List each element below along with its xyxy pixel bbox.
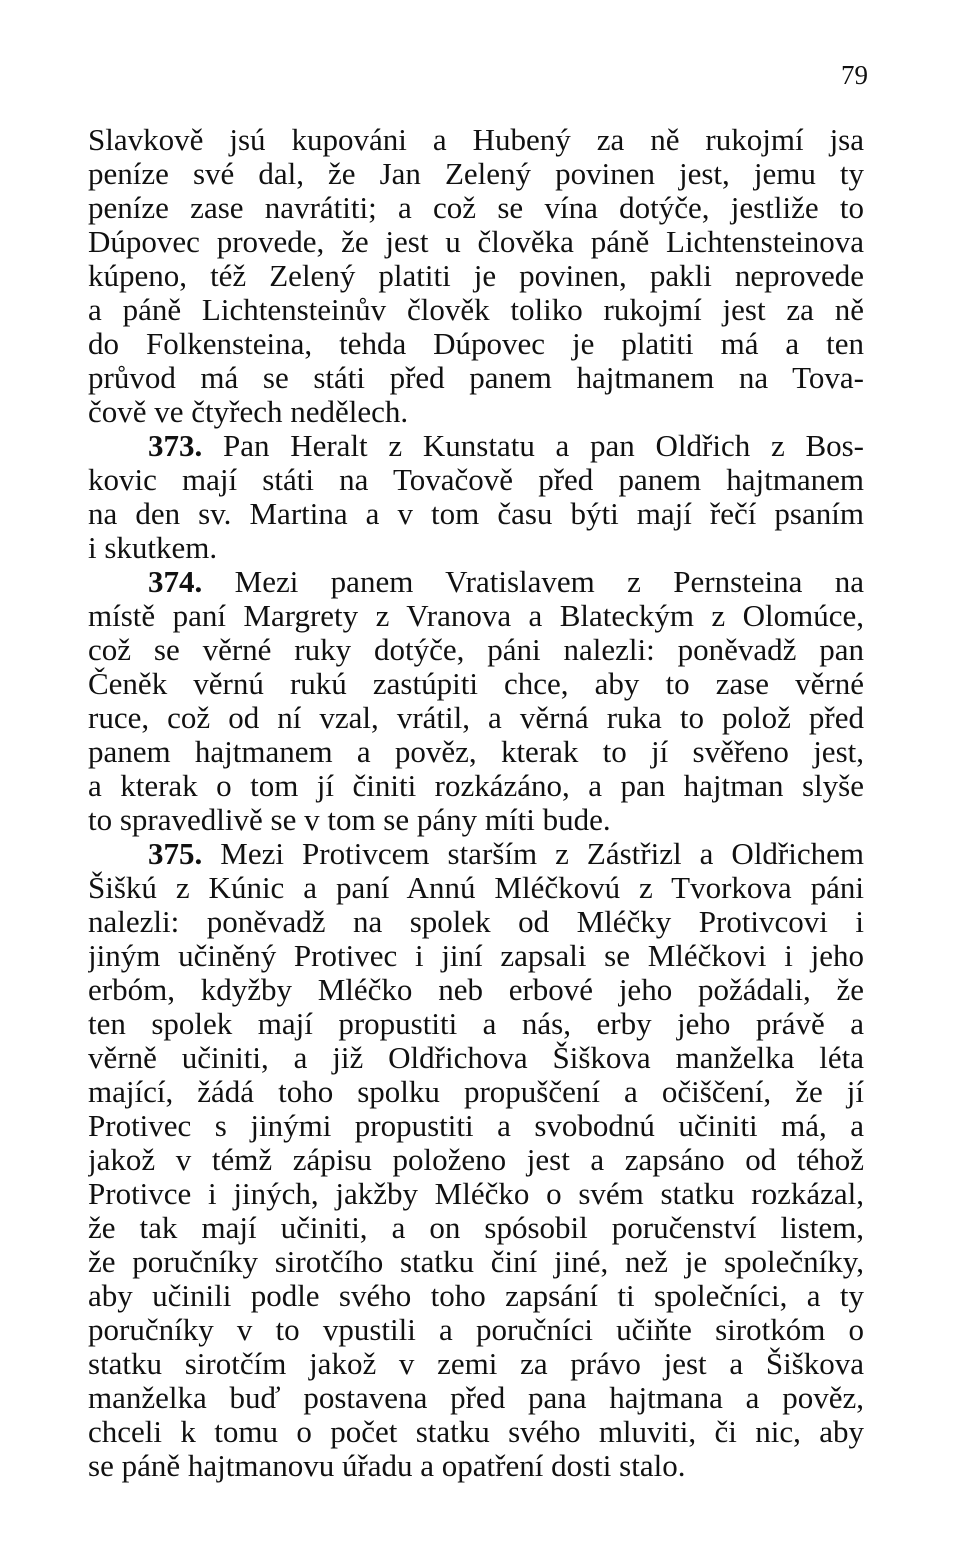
line-text: kúpeno, též Zelený platiti je povinen, pakli neprovede bbox=[88, 259, 864, 293]
line-text: průvod má se státi před panem hajtmanem na Tova- bbox=[88, 361, 864, 395]
line-text: manželka buď postavena před pana hajtmana a pověz, bbox=[88, 1381, 864, 1415]
text-line bbox=[88, 157, 864, 191]
text-line bbox=[88, 1211, 864, 1245]
line-text: poručníky v to vpustili a poručníci učiňte sirotkóm o bbox=[88, 1313, 864, 1347]
text-line bbox=[88, 1245, 864, 1279]
line-text: Dúpovec provede, že jest u člověka páně Lichtensteinova bbox=[88, 225, 864, 259]
line-text: kovic mají státi na Tovačově před panem hajtmanem bbox=[88, 463, 864, 497]
line-text: a páně Lichtensteinův člověk toliko rukojmí jest za ně bbox=[88, 293, 864, 327]
line-text: chceli k tomu o počet statku svého mluviti, či nic, aby bbox=[88, 1415, 864, 1449]
text-line bbox=[88, 123, 864, 157]
text-line bbox=[88, 1109, 864, 1143]
text-line bbox=[88, 1381, 864, 1415]
line-text: nalezli: poněvadž na spolek od Mléčky Protivcovi i bbox=[88, 905, 864, 939]
line-text: že poručníky sirotčího statku činí jiné, než je společníky, bbox=[88, 1245, 864, 1279]
text-line bbox=[88, 599, 864, 633]
paragraph-number: 374. bbox=[148, 565, 203, 599]
paragraph bbox=[88, 837, 864, 1483]
paragraph bbox=[88, 429, 864, 565]
paragraph-number: 373. bbox=[148, 429, 203, 463]
line-text: se páně hajtmanovu úřadu a opatření dosti stalo. bbox=[88, 1449, 686, 1483]
line-text: Protivce i jiných, jakžby Mléčko o svém statku rozkázal, bbox=[88, 1177, 864, 1211]
line-text: čově ve čtyřech nedělech. bbox=[88, 395, 409, 429]
line-text: věrně učiniti, a již Oldřichova Šiškova manželka léta bbox=[88, 1041, 864, 1075]
paragraph bbox=[88, 123, 864, 429]
line-text: Pan Heralt z Kunstatu a pan Oldřich z Bos- bbox=[222, 429, 864, 463]
text-line bbox=[88, 1449, 864, 1483]
text-line bbox=[88, 259, 864, 293]
line-text: což se věrné ruky dotýče, páni nalezli: poněvadž pan bbox=[88, 633, 864, 667]
text-line bbox=[88, 1415, 864, 1449]
text-line bbox=[88, 1177, 864, 1211]
line-text: do Folkensteina, tehda Dúpovec je platiti má a ten bbox=[88, 327, 864, 361]
text-line bbox=[88, 1007, 864, 1041]
line-text: panem hajtmanem a pověz, kterak to jí svěřeno jest, bbox=[88, 735, 864, 769]
line-text: Šiškú z Kúnic a paní Annú Mléčkovú z Tvorkova páni bbox=[88, 871, 864, 905]
text-line bbox=[88, 1143, 864, 1177]
line-text: Slavkově jsú kupováni a Hubený za ně rukojmí jsa bbox=[88, 123, 864, 157]
line-text: Mezi panem Vratislavem z Pernsteina na bbox=[234, 565, 864, 599]
text-line bbox=[88, 361, 864, 395]
text-line bbox=[88, 803, 864, 837]
text-line bbox=[88, 1075, 864, 1109]
text-line bbox=[88, 531, 864, 565]
line-text: to spravedlivě se v tom se pány míti bude. bbox=[88, 803, 611, 837]
line-text: jiným učiněný Protivec i jiní zapsali se Mléčkovi i jeho bbox=[88, 939, 864, 973]
text-line bbox=[88, 1279, 864, 1313]
text-line bbox=[88, 1347, 864, 1381]
line-text: ten spolek mají propustiti a nás, erby jeho právě a bbox=[88, 1007, 864, 1041]
text-line bbox=[88, 871, 864, 905]
text-line bbox=[88, 973, 864, 1007]
text-line bbox=[88, 837, 864, 871]
line-text: peníze zase navrátiti; a což se vína dotýče, jestliže to bbox=[88, 191, 864, 225]
line-text: mající, žádá toho spolku propuščení a očiščení, že jí bbox=[88, 1075, 864, 1109]
line-text: aby učinili podle svého toho zapsání ti společníci, a ty bbox=[88, 1279, 864, 1313]
text-line bbox=[88, 1313, 864, 1347]
text-line bbox=[88, 225, 864, 259]
line-text: místě paní Margrety z Vranova a Blateckým z Olomúce, bbox=[88, 599, 864, 633]
paragraph bbox=[88, 565, 864, 837]
line-text: jakož v témž zápisu položeno jest a zapsáno od téhož bbox=[88, 1143, 864, 1177]
text-line bbox=[88, 905, 864, 939]
text-line bbox=[88, 701, 864, 735]
text-line bbox=[88, 939, 864, 973]
line-text: na den sv. Martina a v tom času býti mají řečí psaním bbox=[88, 497, 864, 531]
text-line bbox=[88, 735, 864, 769]
page-number: 79 bbox=[841, 60, 868, 90]
paragraph-number: 375. bbox=[148, 837, 203, 871]
line-text: a kterak o tom jí činiti rozkázáno, a pan hajtman slyše bbox=[88, 769, 864, 803]
line-text: Čeněk věrnú rukú zastúpiti chce, aby to zase věrné bbox=[88, 667, 864, 701]
text-line bbox=[88, 463, 864, 497]
line-text: ruce, což od ní vzal, vrátil, a věrná ruka to polož před bbox=[88, 701, 864, 735]
line-text: statku sirotčím jakož v zemi za právo jest a Šiškova bbox=[88, 1347, 864, 1381]
text-line bbox=[88, 769, 864, 803]
line-text: Protivec s jinými propustiti a svobodnú učiniti má, a bbox=[88, 1109, 864, 1143]
text-line bbox=[88, 565, 864, 599]
line-text: i skutkem. bbox=[88, 531, 218, 565]
line-text: že tak mají učiniti, a on spósobil poručenství listem, bbox=[88, 1211, 864, 1245]
text-line bbox=[88, 191, 864, 225]
text-line bbox=[88, 633, 864, 667]
text-line bbox=[88, 429, 864, 463]
text-line bbox=[88, 667, 864, 701]
text-line bbox=[88, 293, 864, 327]
line-text: peníze své dal, že Jan Zelený povinen jest, jemu ty bbox=[88, 157, 864, 191]
line-text: erbóm, kdyžby Mléčko neb erbové jeho požádali, že bbox=[88, 973, 864, 1007]
text-line bbox=[88, 327, 864, 361]
line-text: Mezi Protivcem starším z Zástřizl a Oldřichem bbox=[220, 837, 864, 871]
text-line bbox=[88, 395, 864, 429]
body-text bbox=[88, 123, 864, 1483]
text-line bbox=[88, 497, 864, 531]
text-line bbox=[88, 1041, 864, 1075]
